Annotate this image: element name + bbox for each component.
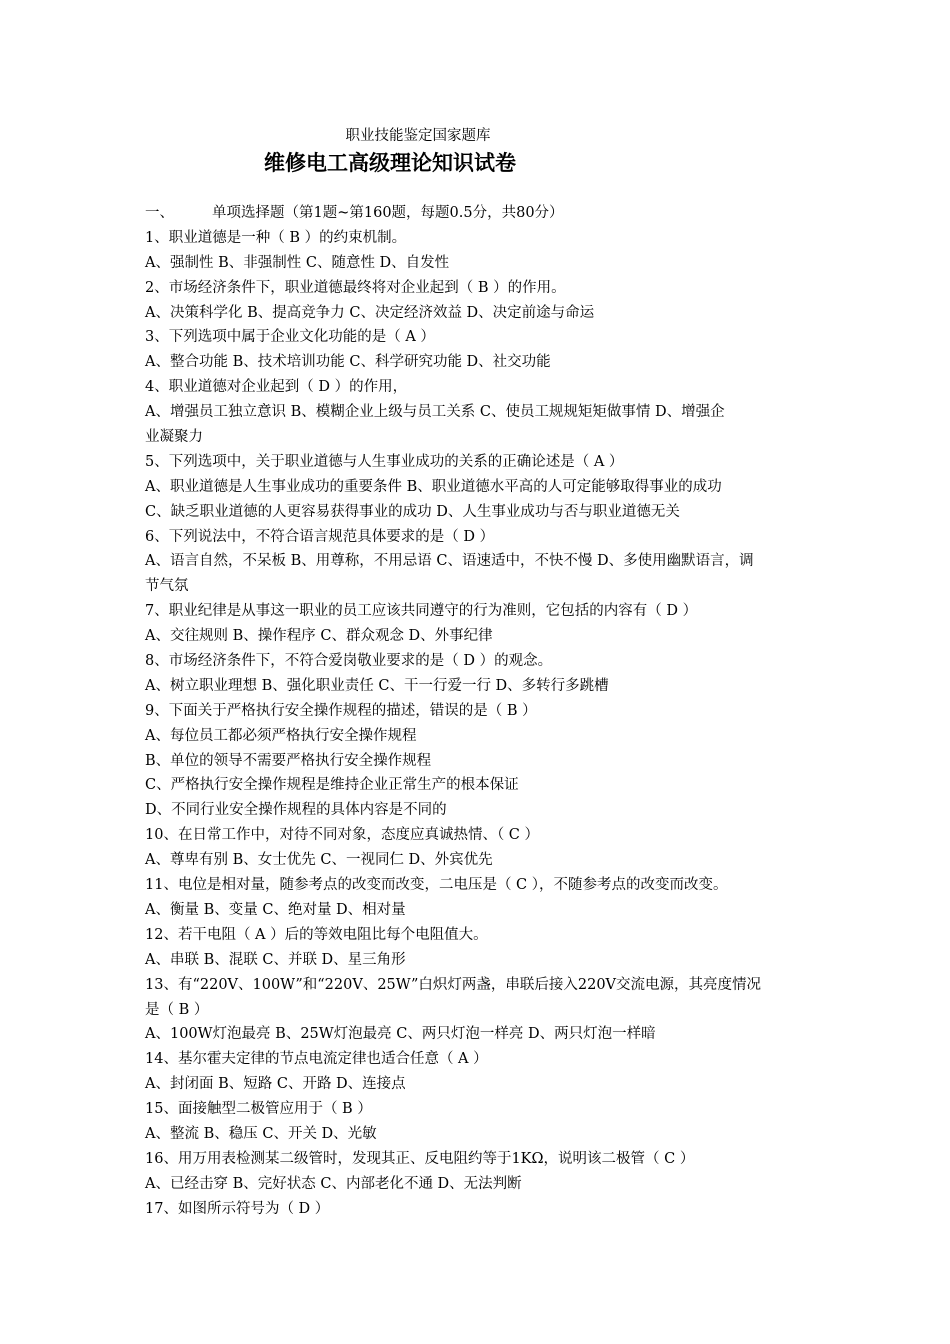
question-line: 3、下列选项中属于企业文化功能的是（ A ） <box>145 329 435 346</box>
option-line: B、单位的领导不需要严格执行安全操作规程 <box>145 752 432 769</box>
option-line: A、尊卑有别 B、女士优先 C、一视同仁 D、外宾优先 <box>145 852 493 869</box>
question-line: 5、下列选项中，关于职业道德与人生事业成功的关系的正确论述是（ A ） <box>145 453 624 470</box>
question-list <box>145 201 815 1222</box>
option-line-continued: 节气氛 <box>145 578 189 595</box>
option-line: C、缺乏职业道德的人更容易获得事业的成功 D、人生事业成功与否与职业道德无关 <box>145 503 680 520</box>
option-line: D、不同行业安全操作规程的具体内容是不同的 <box>145 802 447 819</box>
section-number: 一、 <box>145 205 174 221</box>
question-line: 6、下列说法中，不符合语言规范具体要求的是（ D ） <box>145 528 495 545</box>
option-line: A、衡量 B、变量 C、绝对量 D、相对量 <box>145 901 406 918</box>
option-line: A、强制性 B、非强制性 C、随意性 D、自发性 <box>145 254 450 271</box>
question-line: 10、在日常工作中，对待不同对象，态度应真诚热情、（ C ） <box>145 827 540 844</box>
section-heading-text: 单项选择题（第1题~第160题，每题0.5分，共80分） <box>212 205 564 221</box>
question-line: 9、下面关于严格执行安全操作规程的描述，错误的是（ B ） <box>145 702 537 719</box>
question-line: 16、用万用表检测某二级管时，发现其正、反电阻约等于1KΩ，说明该二极管（ C ） <box>145 1150 695 1167</box>
option-line-continued: 业凝聚力 <box>145 429 203 446</box>
option-line: A、整合功能 B、技术培训功能 C、科学研究功能 D、社交功能 <box>145 354 551 371</box>
option-line: A、增强员工独立意识 B、模糊企业上级与员工关系 C、使员工规规矩矩做事情 D、增强企 <box>145 404 725 421</box>
option-line: A、语言自然，不呆板 B、用尊称，不用忌语 C、语速适中，不快不慢 D、多使用幽默语言，调 <box>145 553 754 570</box>
document-subtitle: 职业技能鉴定国家题库 <box>345 128 491 144</box>
option-line: A、整流 B、稳压 C、开关 D、光敏 <box>145 1125 377 1142</box>
document-title: 维修电工高级理论知识试卷 <box>264 151 516 175</box>
question-line: 12、若干电阻（ A ）后的等效电阻比每个电阻值大。 <box>145 926 488 943</box>
option-line: C、严格执行安全操作规程是维持企业正常生产的根本保证 <box>145 777 519 794</box>
question-line: 15、面接触型二极管应用于（ B ） <box>145 1101 372 1118</box>
question-line: 11、电位是相对量，随参考点的改变而改变，二电压是（ C ），不随参考点的改变而改变。 <box>145 877 728 894</box>
option-line: A、每位员工都必须严格执行安全操作规程 <box>145 727 417 744</box>
question-line: 7、职业纪律是从事这一职业的员工应该共同遵守的行为准则，它包括的内容有（ D ） <box>145 603 698 620</box>
option-line: A、职业道德是人生事业成功的重要条件 B、职业道德水平高的人可定能够取得事业的成功 <box>145 478 722 495</box>
option-line: A、交往规则 B、操作程序 C、群众观念 D、外事纪律 <box>145 628 493 645</box>
option-line: A、决策科学化 B、提高竞争力 C、决定经济效益 D、决定前途与命运 <box>145 304 595 321</box>
question-line-continued: 是（ B ） <box>145 1001 209 1018</box>
option-line: A、已经击穿 B、完好状态 C、内部老化不通 D、无法判断 <box>145 1175 522 1192</box>
question-line: 8、市场经济条件下，不符合爱岗敬业要求的是（ D ）的观念。 <box>145 653 553 670</box>
question-line: 1、职业道德是一种（ B ）的约束机制。 <box>145 229 407 246</box>
question-line: 4、职业道德对企业起到（ D ）的作用， <box>145 379 408 396</box>
question-line: 17、如图所示符号为（ D ） <box>145 1200 330 1217</box>
question-line: 14、基尔霍夫定律的节点电流定律也适合任意（ A ） <box>145 1051 488 1068</box>
option-line: A、封闭面 B、短路 C、开路 D、连接点 <box>145 1076 406 1093</box>
question-line: 13、有“220V、100W”和“220V、25W”白炽灯两盏，串联后接入220V交流电源，其亮度情况 <box>145 976 762 993</box>
option-line: A、串联 B、混联 C、并联 D、星三角形 <box>145 951 406 968</box>
option-line: A、100W灯泡最亮 B、25W灯泡最亮 C、两只灯泡一样亮 D、两只灯泡一样暗 <box>145 1026 656 1043</box>
section-heading <box>145 201 815 226</box>
question-line: 2、市场经济条件下，职业道德最终将对企业起到（ B ）的作用。 <box>145 279 566 296</box>
option-line: A、树立职业理想 B、强化职业责任 C、干一行爱一行 D、多转行多跳槽 <box>145 677 609 694</box>
